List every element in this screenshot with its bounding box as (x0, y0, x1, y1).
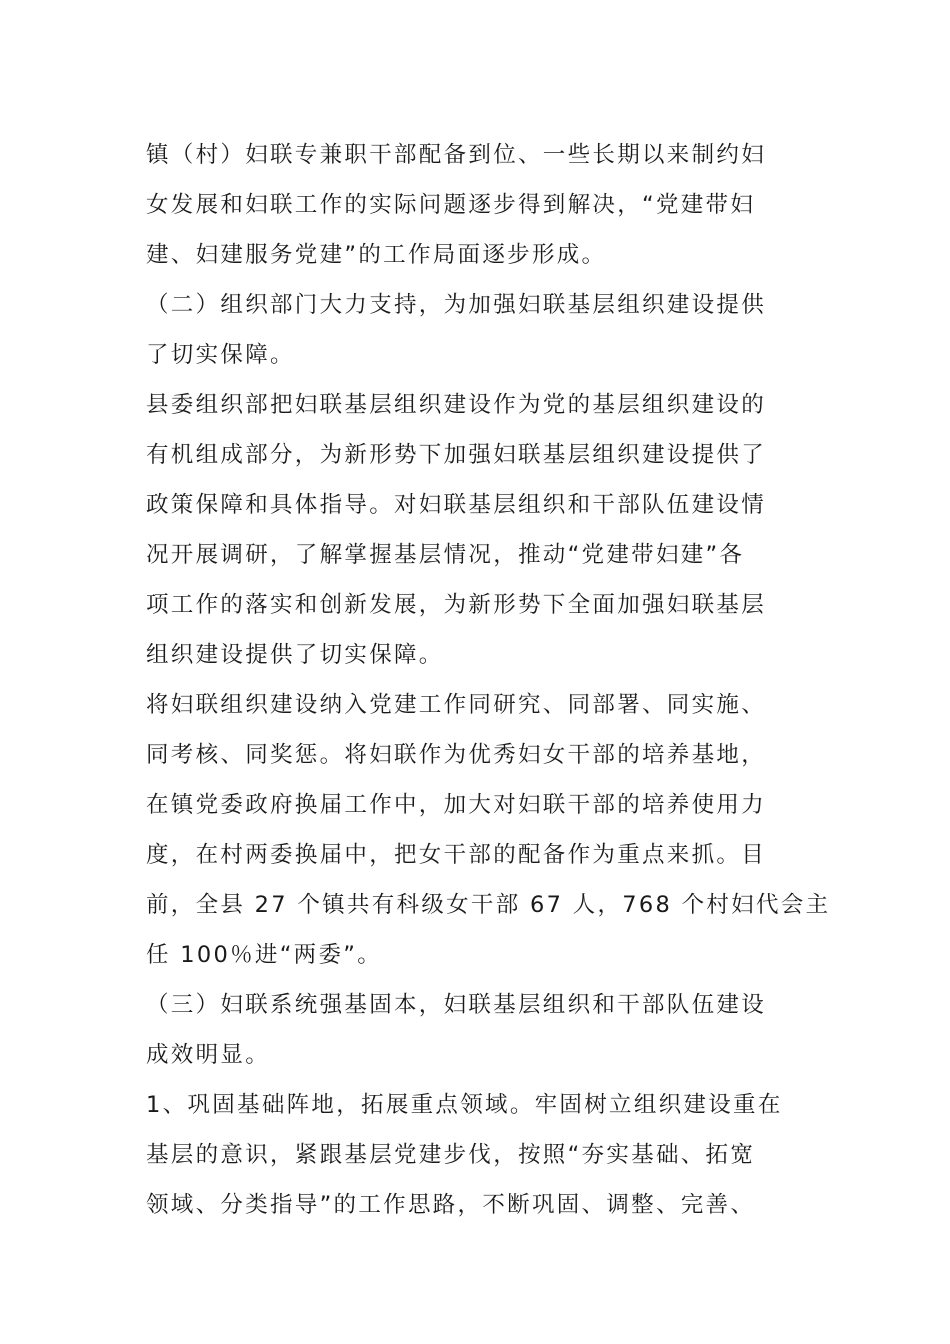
text-line: 镇（村）妇联专兼职干部配备到位、一些长期以来制约妇 (146, 142, 767, 168)
text-line: 建、妇建服务党建”的工作局面逐步形成。 (146, 242, 607, 268)
section-heading: 了切实保障。 (146, 342, 295, 368)
text-line: 组织建设提供了切实保障。 (146, 642, 444, 668)
text-line: 况开展调研，了解掌握基层情况，推动“党建带妇建”各 (146, 542, 745, 568)
text-line: 县委组织部把妇联基层组织建设作为党的基层组织建设的 (146, 392, 767, 418)
section-heading: （二）组织部门大力支持，为加强妇联基层组织建设提供 (146, 292, 767, 318)
text-line: 前，全县 27 个镇共有科级女干部 67 人，768 个村妇代会主 (146, 892, 831, 918)
text-line: 度，在村两委换届中，把女干部的配备作为重点来抓。目 (146, 842, 767, 868)
section-heading: 成效明显。 (146, 1042, 271, 1068)
text-line: 1、巩固基础阵地，拓展重点领域。牢固树立组织建设重在 (146, 1092, 783, 1118)
text-line: 政策保障和具体指导。对妇联基层组织和干部队伍建设情 (146, 492, 767, 518)
text-line: 在镇党委政府换届工作中，加大对妇联干部的培养使用力 (146, 792, 767, 818)
text-line: 女发展和妇联工作的实际问题逐步得到解决，“党建带妇 (146, 192, 756, 218)
text-line: 有机组成部分，为新形势下加强妇联基层组织建设提供了 (146, 442, 767, 468)
text-line: 同考核、同奖惩。将妇联作为优秀妇女干部的培养基地， (146, 742, 767, 768)
section-heading: （三）妇联系统强基固本，妇联基层组织和干部队伍建设 (146, 992, 767, 1018)
text-line: 领域、分类指导”的工作思路，不断巩固、调整、完善、 (146, 1192, 756, 1218)
text-line: 将妇联组织建设纳入党建工作同研究、同部署、同实施、 (146, 692, 767, 718)
text-line: 项工作的落实和创新发展，为新形势下全面加强妇联基层 (146, 592, 767, 618)
text-line: 任 100％进“两委”。 (146, 942, 383, 968)
body-text (146, 130, 831, 1230)
text-line: 基层的意识，紧跟基层党建步伐，按照“夯实基础、拓宽 (146, 1142, 756, 1168)
